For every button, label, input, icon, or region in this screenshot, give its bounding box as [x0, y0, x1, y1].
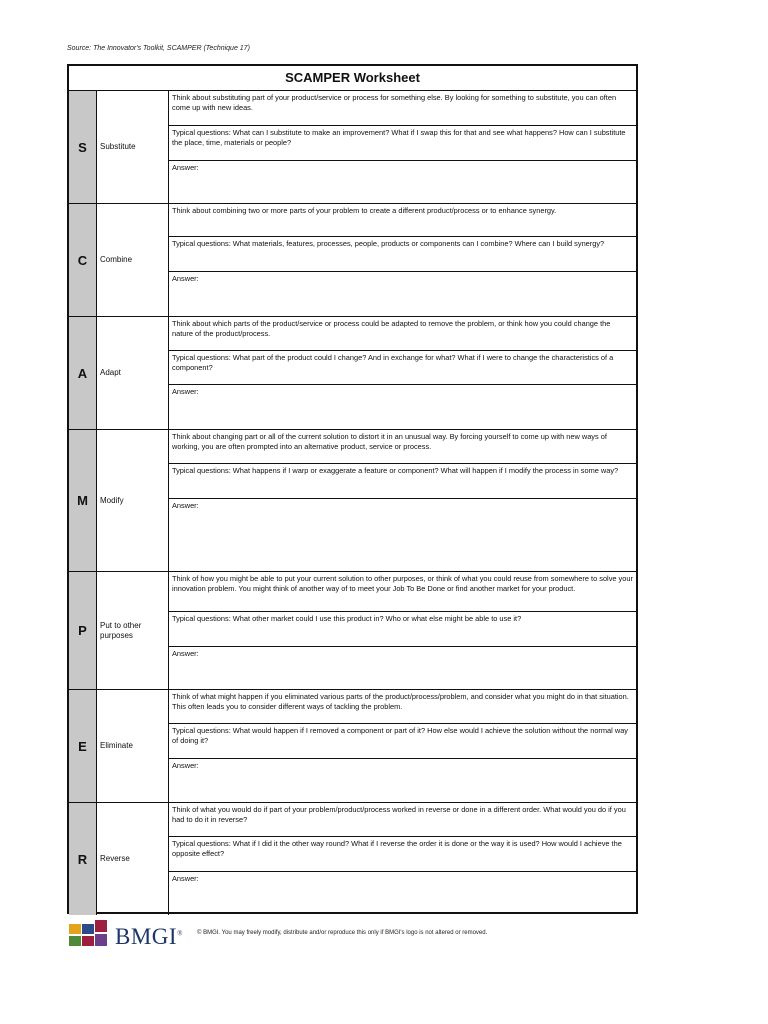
row-content	[169, 430, 636, 571]
row-questions: Typical questions: What if I did it the other way round? What if I reverse the order it is done or the way it is used? How would I achieve the opposite effect?	[169, 837, 636, 872]
row-adapt	[69, 317, 636, 430]
row-letter: P	[69, 572, 97, 689]
row-label: Put to other purposes	[97, 572, 169, 689]
copyright-notice: © BMGI. You may freely modify, distribute and/or reproduce this only if BMGI's logo is not altered or removed.	[197, 930, 488, 936]
row-reverse	[69, 803, 636, 915]
answer-field[interactable]: Answer:	[172, 874, 199, 883]
row-content	[169, 91, 636, 203]
footer	[68, 920, 643, 960]
row-letter: M	[69, 430, 97, 571]
row-questions: Typical questions: What can I substitute to make an improvement? What if I swap this for that and see what happens? How can I substitute the place, time, materials or people?	[169, 126, 636, 161]
row-letter: E	[69, 690, 97, 802]
row-description: Think of what you would do if part of your problem/product/process worked in reverse or done in a different order. What would you do if you had to do it in reverse?	[169, 803, 636, 837]
scamper-worksheet	[67, 64, 638, 914]
row-content	[169, 317, 636, 429]
row-label: Reverse	[97, 803, 169, 915]
row-description: Think about which parts of the product/service or process could be adapted to remove the problem, or think how you could change the nature of the product/process.	[169, 317, 636, 351]
answer-field[interactable]: Answer:	[172, 761, 199, 770]
answer-field[interactable]: Answer:	[172, 163, 199, 172]
answer-field[interactable]: Answer:	[172, 387, 199, 396]
answer-field[interactable]: Answer:	[172, 649, 199, 658]
row-put-to-other-purposes	[69, 572, 636, 690]
bmgi-logo-icon	[68, 920, 112, 954]
answer-field[interactable]: Answer:	[172, 501, 199, 510]
row-substitute	[69, 91, 636, 204]
source-note: Source: The Innovator's Toolkit, SCAMPER (Technique 17)	[67, 45, 250, 52]
row-questions: Typical questions: What would happen if I removed a component or part of it? How else would I achieve the solution without the normal way of doing it?	[169, 724, 636, 759]
row-content	[169, 572, 636, 689]
worksheet-title: SCAMPER Worksheet	[69, 66, 636, 91]
row-label: Adapt	[97, 317, 169, 429]
row-modify	[69, 430, 636, 572]
row-description: Think of what might happen if you eliminated various parts of the product/process/problem, and consider what you might do in that situation. This often leads you to consider different ways of tackling the problem.	[169, 690, 636, 724]
row-letter: C	[69, 204, 97, 316]
row-description: Think of how you might be able to put your current solution to other purposes, or think of what you could reuse from somewhere to solve your innovation problem. You might think of another way of to meet your Job To Be Done or find another market for your product.	[169, 572, 636, 612]
row-label: Substitute	[97, 91, 169, 203]
row-questions: Typical questions: What part of the product could I change? And in exchange for what? What if I were to change the characteristics of a component?	[169, 351, 636, 385]
row-description: Think about combining two or more parts of your problem to create a different product/process or to enhance synergy.	[169, 204, 636, 237]
row-content	[169, 690, 636, 802]
row-letter: R	[69, 803, 97, 915]
bmgi-logo	[68, 920, 188, 954]
row-letter: A	[69, 317, 97, 429]
row-combine	[69, 204, 636, 317]
row-content	[169, 803, 636, 915]
row-questions: Typical questions: What materials, features, processes, people, products or components can I combine? Where can I build synergy?	[169, 237, 636, 272]
row-label: Combine	[97, 204, 169, 316]
row-label: Eliminate	[97, 690, 169, 802]
row-label: Modify	[97, 430, 169, 571]
answer-field[interactable]: Answer:	[172, 274, 199, 283]
row-description: Think about substituting part of your product/service or process for something else. By looking for something to substitute, you can often come up with new ideas.	[169, 91, 636, 126]
row-letter: S	[69, 91, 97, 203]
row-eliminate	[69, 690, 636, 803]
bmgi-logo-text: BMGI®	[115, 924, 183, 949]
row-questions: Typical questions: What happens if I warp or exaggerate a feature or component? What will happen if I modify the process in some way?	[169, 464, 636, 499]
row-content	[169, 204, 636, 316]
row-questions: Typical questions: What other market could I use this product in? Who or what else might be able to use it?	[169, 612, 636, 647]
row-description: Think about changing part or all of the current solution to distort it in an unusual way. By forcing yourself to come up with new ways of working, you are often prompted into an alternative product, service or process.	[169, 430, 636, 464]
